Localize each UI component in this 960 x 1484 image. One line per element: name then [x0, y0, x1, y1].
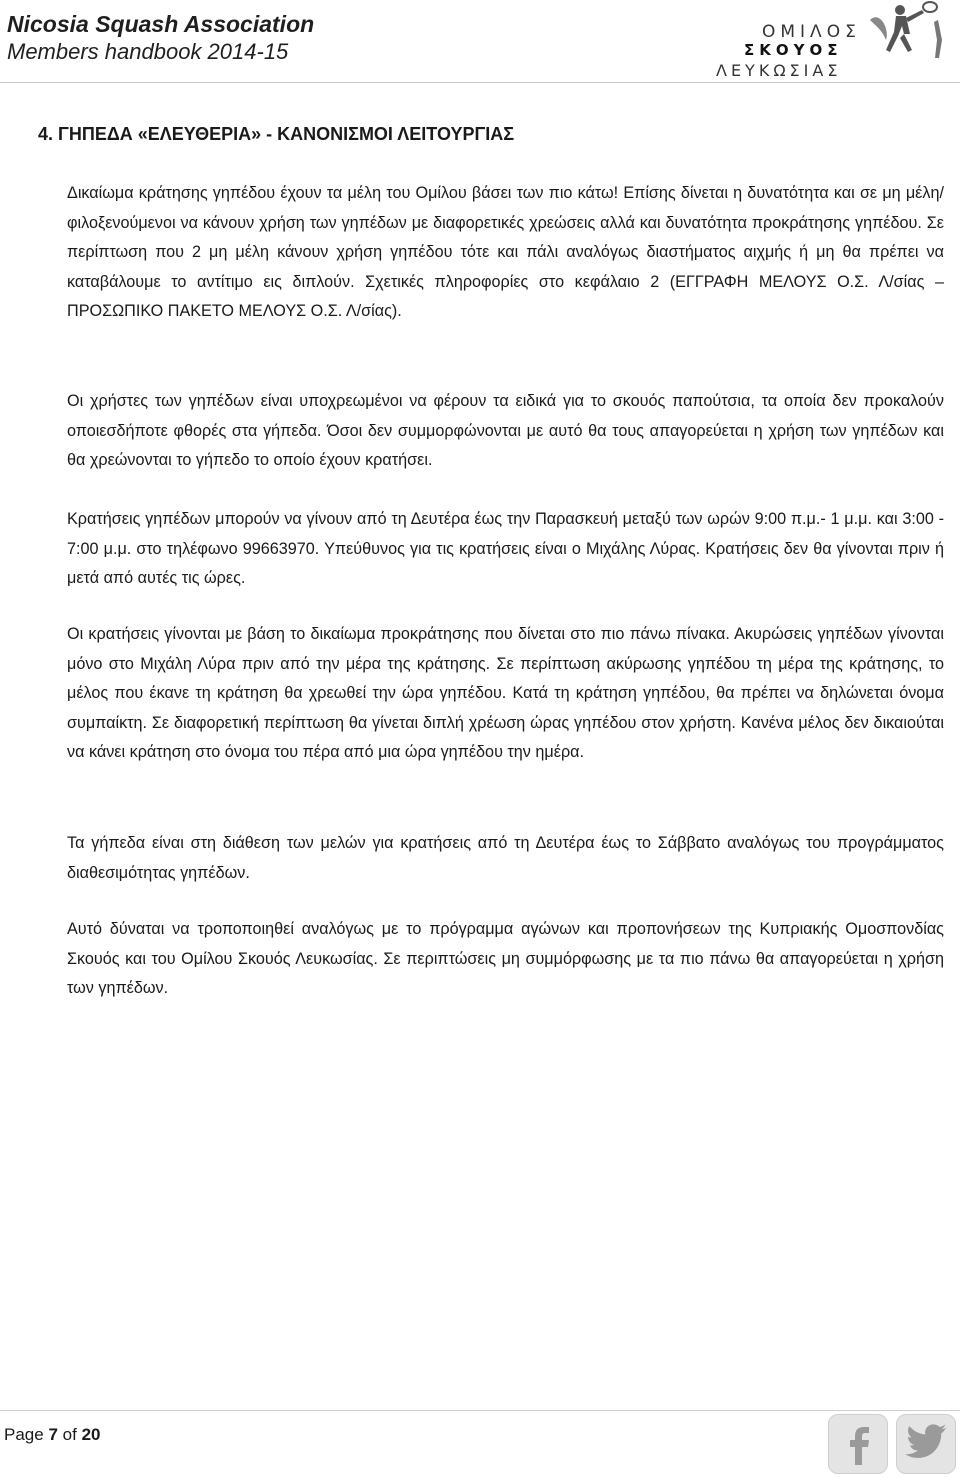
page-number: 7	[48, 1425, 58, 1444]
twitter-icon[interactable]	[896, 1414, 956, 1474]
page-indicator	[4, 1425, 100, 1445]
page-header	[0, 0, 960, 80]
page-total: 20	[81, 1425, 101, 1444]
of-word: of	[62, 1425, 77, 1444]
footer-divider	[0, 1410, 960, 1411]
section-heading: 4. ΓΗΠΕΔΑ «ΕΛΕΥΘΕΡΙΑ» - ΚΑΝΟΝΙΣΜΟΙ ΛΕΙΤΟΥΡΓΙΑΣ	[38, 124, 515, 144]
paragraph-availability: Τα γήπεδα είναι στη διάθεση των μελών για κρατήσεις από τη Δευτέρα έως το Σάββατο αναλόγως του προγράμματος διαθεσιμότητας γηπέδων.	[67, 834, 944, 882]
org-name: Nicosia Squash Association	[7, 11, 315, 37]
paragraph-cancellations: Οι κρατήσεις γίνονται με βάση το δικαίωμα προκράτησης που δίνεται στο πιο πάνω πίνακα. Ακυρώσεις γηπέδων γίνονται μόνο στο Μιχάλη Λύρα πριν από την μέρα της κράτησης. Σε περίπτωση ακύρωσης γηπέδου τη μέρα της κράτησης, το μέλος που έκανε τη κράτηση θα χρεωθεί την ώρα γηπέδου. Κατά τη κράτηση γηπέδου, θα πρέπει να δηλώνεται όνομα συμπαίκτη. Σε διαφορετική περίπτωση θα γίνεται διπλή χρέωση ώρας γηπέδου στον χρήστη. Κανένα μέλος δεν δικαιούται να κάνει κράτηση στο όνομα του πέρα από μια ώρα γηπέδου την ημέρα.	[67, 625, 944, 761]
header-divider	[0, 82, 960, 83]
page-word: Page	[4, 1425, 44, 1444]
club-logo	[710, 0, 960, 80]
paragraph-booking-rights: Δικαίωμα κράτησης γηπέδου έχουν τα μέλη του Ομίλου βάσει των πιο κάτω! Επίσης δίνεται η δυνατότητα και σε μη μέλη/φιλοξενούμενοι να κάνουν χρήση των γηπέδων με διαφορετικές χρεώσεις αλλά και δυνατότητα προκράτησης γηπέδου. Σε περίπτωση που 2 μη μέλη κάνουν χρήση γηπέδου τότε και πάλι αναλόγως διαστήματος αιχμής ή μη θα πρέπει να καταβάλουμε το αντίτιμο εις διπλούν. Σχετικές πληροφορίες στο κεφάλαιο 2 (ΕΓΓΡΑΦΗ ΜΕΛΟΥΣ Ο.Σ. Λ/σίας – ΠΡΟΣΩΠΙΚΟ ΠΑΚΕΤΟ ΜΕΛΟΥΣ Ο.Σ. Λ/σίας).	[67, 184, 944, 320]
logo-text-line3: ΛΕΥΚΩΣΙΑΣ	[716, 61, 842, 80]
paragraph-booking-hours: Κρατήσεις γηπέδων μπορούν να γίνουν από τη Δευτέρα έως την Παρασκευή μεταξύ των ωρών 9:00 π.μ.- 1 μ.μ. και 3:00 - 7:00 μ.μ. στο τηλέφωνο 99663970. Υπεύθυνος για τις κρατήσεις είναι ο Μιχάλης Λύρας. Κρατήσεις δεν θα γίνονται πριν ή μετά από αυτές τις ώρες.	[67, 510, 944, 587]
page-footer	[0, 1410, 960, 1484]
handbook-subtitle: Members handbook 2014-15	[7, 39, 289, 64]
paragraph-footwear: Οι χρήστες των γηπέδων είναι υποχρεωμένοι να φέρουν τα ειδικά για το σκουός παπούτσια, τα οποία δεν προκαλούν οποιεσδήποτε φθορές στα γήπεδα. Όσοι δεν συμμορφώνονται με αυτό θα τους απαγορεύεται η χρήση των γηπέδων και θα χρεώνονται το γήπεδο το οποίο έχουν κρατήσει.	[67, 392, 944, 469]
facebook-icon[interactable]	[828, 1414, 888, 1474]
paragraph-schedule-changes: Αυτό δύναται να τροποποιηθεί αναλόγως με το πρόγραμμα αγώνων και προπονήσεων της Κυπριακής Ομοσπονδίας Σκουός και του Ομίλου Σκουός Λευκωσίας. Σε περιπτώσεις μη συμμόρφωσης με τα πιο πάνω θα απαγορεύεται η χρήση των γηπέδων.	[67, 920, 944, 997]
squash-player-logo-icon	[860, 0, 955, 62]
logo-text-line2: ΣΚΟΥΟΣ	[744, 41, 843, 59]
logo-text-line1: ΟΜΙΛΟΣ	[762, 22, 861, 42]
